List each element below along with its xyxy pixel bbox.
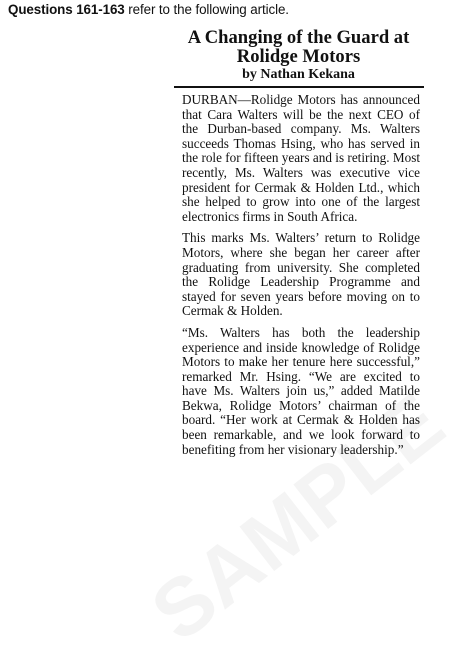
question-range: Questions 161-163: [8, 2, 125, 17]
question-instruction: refer to the following article.: [128, 2, 289, 17]
article-title: A Changing of the Guard at Rolidge Motors: [187, 27, 410, 67]
article-paragraph: This marks Ms. Walters’ return to Rolidge Motors, where she began her career after graduating from university. She completed the Rolidge Leadership Programme and stayed for seven years before moving on to Cermak & Holden.: [182, 230, 420, 319]
article-body: [182, 93, 420, 457]
article-paragraph: DURBAN—Rolidge Motors has announced that Cara Walters will be the next CEO of the Durban-based company. Ms. Walters succeeds Thomas Hsing, who has served in the role for fifteen years and is retiring. Most recently, Ms. Walters was executive vice president for Cermak & Holden Ltd., which she helped to grow into one of the largest electronics firms in South Africa.: [182, 92, 420, 224]
question-header: [8, 2, 289, 17]
title-divider: [174, 86, 424, 88]
article-byline: by Nathan Kekana: [242, 67, 355, 82]
article: [172, 28, 425, 457]
article-paragraph: “Ms. Walters has both the leadership experience and inside knowledge of Rolidge Motors to make her tenure here successful,” remarked Mr. Hsing. “We are excited to have Ms. Walters join us,” added Matilde Bekwa, Rolidge Motors’ chairman of the board. “Her work at Cermak & Holden has been remarkable, and we look forward to benefiting from her visionary leadership.”: [182, 324, 420, 457]
